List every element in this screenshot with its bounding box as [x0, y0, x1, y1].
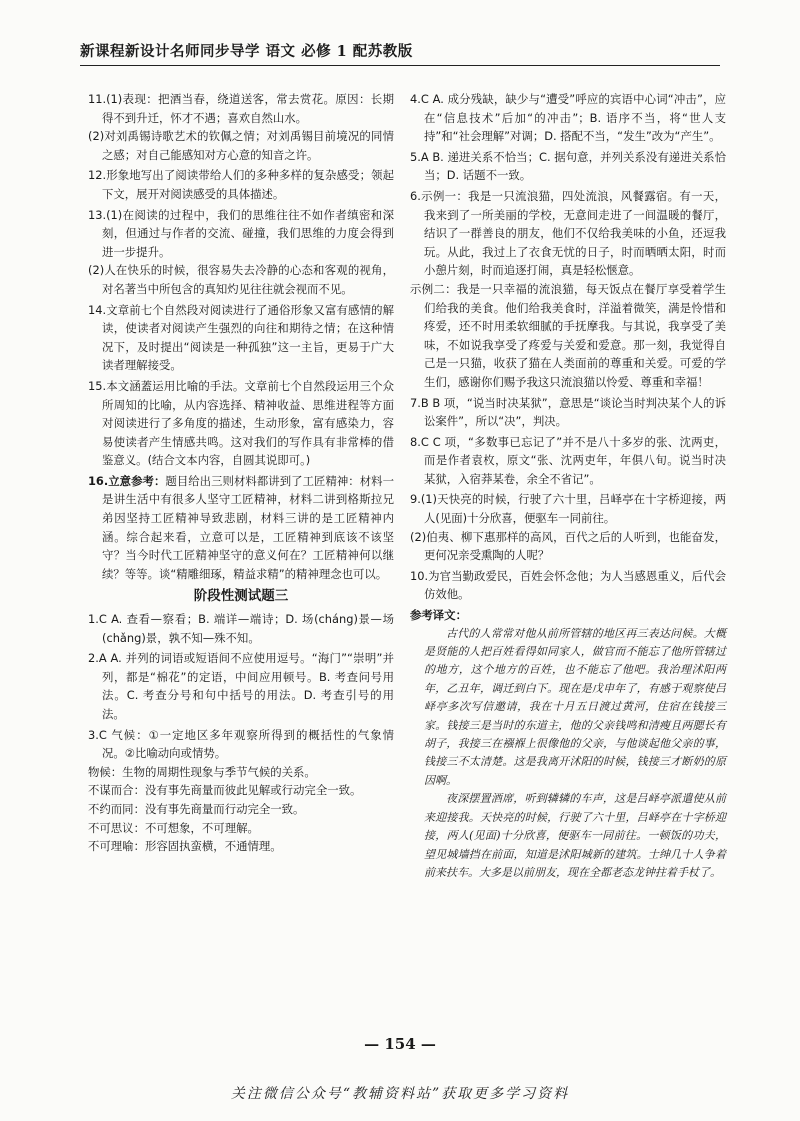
translation-paragraph-2: 夜深摆置酒席，听到辚辚的车声，这是吕峄亭派遣使从前来迎接我。天快亮的时候，行驶了六十里，吕峄亭在十字桥迎接，两人(见面)十分欣喜，便驱车一同前往。一顿饭的功夫，望见城墙挡在前面，知道是沭阳城新的建筑。士绅几十人争着前来扶车。大多是以前朋友，现在全都老态龙钟拄着手杖了。	[424, 792, 726, 879]
test-answer-2-text: 2.A A. 并列的词语或短语间不应使用逗号。“海门”“崇明”并列，都是“棉花”的定语，中间应用顿号。B. 考查问号用法。C. 考查分号和句中括号的用法。D. 考查引号的用法。	[88, 651, 394, 721]
test-answer-6	[410, 187, 726, 392]
test-answer-5	[410, 148, 726, 185]
answer-16	[88, 472, 394, 584]
test-answer-9	[410, 490, 726, 564]
answer-11	[88, 90, 394, 164]
left-column	[88, 90, 394, 858]
test-answer-3-part-3: 不谋而合：没有事先商量而彼此见解或行动完全一致。	[88, 783, 362, 798]
test-answer-3-part-4: 不约而同：没有事先商量而行动完全一致。	[88, 801, 305, 816]
answer-13	[88, 206, 394, 299]
footer-watermark-note: 关注微信公众号“教辅资料站”获取更多学习资料	[230, 1086, 570, 1102]
test-answer-3-part-6: 不可理喻：形容固执蛮横，不通情理。	[88, 839, 282, 854]
test-answer-3-part-2: 物候：生物的周期性现象与季节气候的关系。	[88, 764, 316, 779]
test-answer-10-text: 10.为官当勤政爱民，百姓会怀念他；为人当感恩重义，后代会仿效他。	[410, 568, 726, 602]
answer-14-text: 14.文章前七个自然段对阅读进行了通俗形象又富有感情的解读，使读者对阅读产生强烈的向往和期待之情；在这种情况下，及时提出“阅读是一种孤独”这一主旨，更易于广大读者理解接受。	[88, 302, 394, 373]
test-answer-2	[88, 649, 394, 723]
reference-translation-label: 参考译文：	[410, 608, 467, 623]
answer-13-part-1: 13.(1)在阅读的过程中，我们的思维往往不如作者缜密和深刻，但通过与作者的交流、碰撞，我们思维的力度会得到进一步提升。	[88, 207, 394, 259]
test-answer-9-part-2: (2)伯夷、柳下惠那样的高风，百代之后的人听到，也能奋发，更何况亲受熏陶的人呢？	[410, 529, 726, 563]
test-answer-6-example-2: 示例二：我是一只幸福的流浪猫，每天饭点在餐厅享受着学生们给我的美食。他们给我美食时，洋溢着微笑，满是怜惜和疼爱，还不时用柔软细腻的手抚摩我。与其说，我享受了美味，不如说我享受了疼爱与关爱和爱意。那一刻，我觉得自己是一只猫，收获了猫在人类面前的尊重和关爱。可爱的学生们，感谢你们赐予我这只流浪猫以怜爱、尊重和幸福！	[410, 281, 726, 389]
test-answer-1-text: 1.C A. 查看—察看；B. 端详—端诗；D. 场(cháng)景—场(chǎng)景，孰不知—殊不知。	[88, 612, 394, 645]
test-answer-7	[410, 394, 726, 431]
answer-15-text: 15.本文涵蓋运用比喻的手法。文章前七个自然段运用三个众所周知的比喻，从内容选择、精神收益、思维进程等方面对阅读进行了多角度的描述，生动形象，富有感染力，容易使读者产生情感共鸣。这对我们的写作具有非常棒的借鉴意义。(结合文本内容，自圆其说即可。)	[88, 378, 394, 468]
answer-16-label: 16.立意参考：	[88, 473, 166, 488]
answer-12	[88, 166, 394, 203]
answer-13-part-2: (2)人在快乐的时候，很容易失去冷静的心态和客观的视角，对名著当中所包含的真知灼见往往就会视而不见。	[88, 263, 394, 296]
right-column	[410, 90, 726, 882]
answer-14	[88, 301, 394, 375]
translation-paragraph-1: 古代的人常常对他从前所管辖的地区再三表达问候。大概是贤能的人把百姓看得如同家人，做官而不能忘了他所管辖过的地方，这个地方的百姓，也不能忘了他吧。我治理沭阳两年，乙丑年，调迁到白下。现在是戊申年了，有感于观察使吕峄亭多次写信邀请，我在十月五日渡过黄河，住宿在钱接三家。钱接三是当时的东道主，他的父亲钱鸣和清瘦且两腮长有胡子，我接三在襁褓上很像他的父亲，与他谈起他父亲的事，钱接三不太清楚。这是我离开沭阳的时候，钱接三才断奶的原因啊。	[424, 626, 726, 787]
answer-12-text: 12.形象地写出了阅读带给人们的多种多样的复杂感受；领起下文，展开对阅读感受的具体描述。	[88, 168, 394, 201]
test-answer-1	[88, 610, 394, 647]
section-title: 阶段性测试题三	[193, 588, 289, 605]
page-header	[80, 40, 720, 66]
answer-16-text: 题目给出三则材料都讲到了工匠精神：材料一是讲生活中有很多人坚守工匠精神，材料二讲到格斯拉兄弟因坚持工匠精神导致悲剧，材料三讲的是工匠精神内涵。综合起来看，立意可以是，工匠精神到底该不该坚守？当今时代工匠精神坚守的意义何在？工匠精神何以继续？等等。谈“精雕细琢，精益求精”的精神理念也可以。	[102, 473, 394, 581]
header-title: 新课程新设计名师同步导学 语文 必修 1 配苏教版	[80, 43, 413, 60]
answer-15	[88, 377, 394, 470]
test-answer-5-text: 5.A B. 递进关系不恰当；C. 据句意，并列关系没有递进关系恰当；D. 话题不一致。	[410, 149, 726, 183]
test-answer-6-example-1: 6.示例一：我是一只流浪猫，四处流浪，风餐露宿。有一天，我来到了一所美丽的学校，无意间走进了一间温暖的餐厅，结识了一群善良的朋友，他们不仅给我美味的小鱼，还逗我玩。从此，我过上了衣食无忧的日子，时而晒晒太阳，时而小憩片刻，时而追逐打闹，真是轻松惬意。	[410, 188, 726, 278]
test-answer-3-part-1: 3.C 气候：①一定地区多年观察所得到的概括性的气象情况。②比喻动向或情势。	[88, 727, 394, 761]
test-answer-4	[410, 90, 726, 146]
test-answer-4-text: 4.C A. 成分残缺，缺少与“遭受”呼应的宾语中心词“冲击”，应在“信息技术”后加“的冲击”；B. 语序不当，将“世人支持”和“社会理解”对调；D. 搭配不当，“发生”改为“产生”。	[410, 92, 726, 144]
test-answer-8-text: 8.C C 项，“多数事已忘记了”并不是八十多岁的张、沈两吏，而是作者袁枚，原文“张、沈两吏年，年俱八旬。说当时决某狱，入宿莽某卷，余全不省记”。	[410, 434, 726, 486]
test-answer-10	[410, 567, 726, 604]
test-answer-3-part-5: 不可思议：不可想象，不可理解。	[88, 820, 259, 835]
answer-11-part-2: (2)对刘禹锡诗歌艺术的钦佩之情；对刘禹锡目前境况的同情之感；对自己能感知对方心意的知音之许。	[88, 129, 394, 162]
answer-11-part-1: 11.(1)表现：把酒当春，绕道送客，常去赏花。原因：长期得不到升迁，怀才不遇；喜欢自然山水。	[88, 92, 394, 125]
page-number: — 154 —	[364, 1035, 436, 1053]
test-answer-7-text: 7.B B 项，“说当时决某狱”，意思是“谈论当时判决某个人的诉讼案件”，所以“决”，判决。	[410, 395, 726, 429]
test-answer-8	[410, 433, 726, 489]
test-answer-3	[88, 726, 394, 856]
reference-translation	[410, 625, 726, 883]
test-answer-9-part-1: 9.(1)天快亮的时候，行驶了六十里，吕峄亭在十字桥迎接，两人(见面)十分欣喜，便驱车一同前往。	[410, 492, 726, 526]
